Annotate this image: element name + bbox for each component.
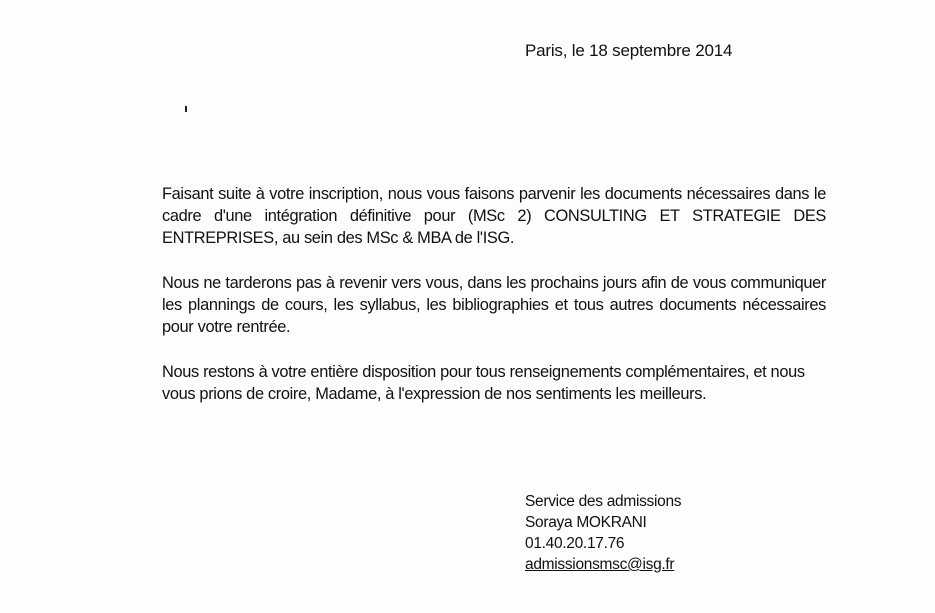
signature-block [525, 491, 681, 575]
signature-department: Service des admissions [525, 493, 682, 510]
signature-email-link[interactable]: admissionsmsc@isg.fr [525, 556, 675, 573]
signature-phone: 01.40.20.17.76 [525, 535, 625, 552]
scan-mark [185, 106, 187, 112]
paragraph-follow-up: Nous ne tarderons pas à revenir vers vous, dans les prochains jours afin de vous communiquer les plannings de cours, les syllabus, les bibliographies et tous autres documents nécessaires pour votre rentrée. [162, 274, 826, 336]
date-line: Paris, le 18 septembre 2014 [525, 41, 733, 60]
paragraph-inscription: Faisant suite à votre inscription, nous vous faisons parvenir les documents nécessaires dans le cadre d'une intégration définitive pour (MSc 2) CONSULTING ET STRATEGIE DES ENTREPRISES, au sein des MSc & MBA de l'ISG. [162, 185, 826, 247]
signature-name: Soraya MOKRANI [525, 514, 647, 531]
letter-body [162, 183, 826, 428]
paragraph-closing: Nous restons à votre entière disposition pour tous renseignements complémentaires, et nous vous prions de croire, Madame, à l'expression de nos sentiments les meilleurs. [162, 363, 805, 403]
